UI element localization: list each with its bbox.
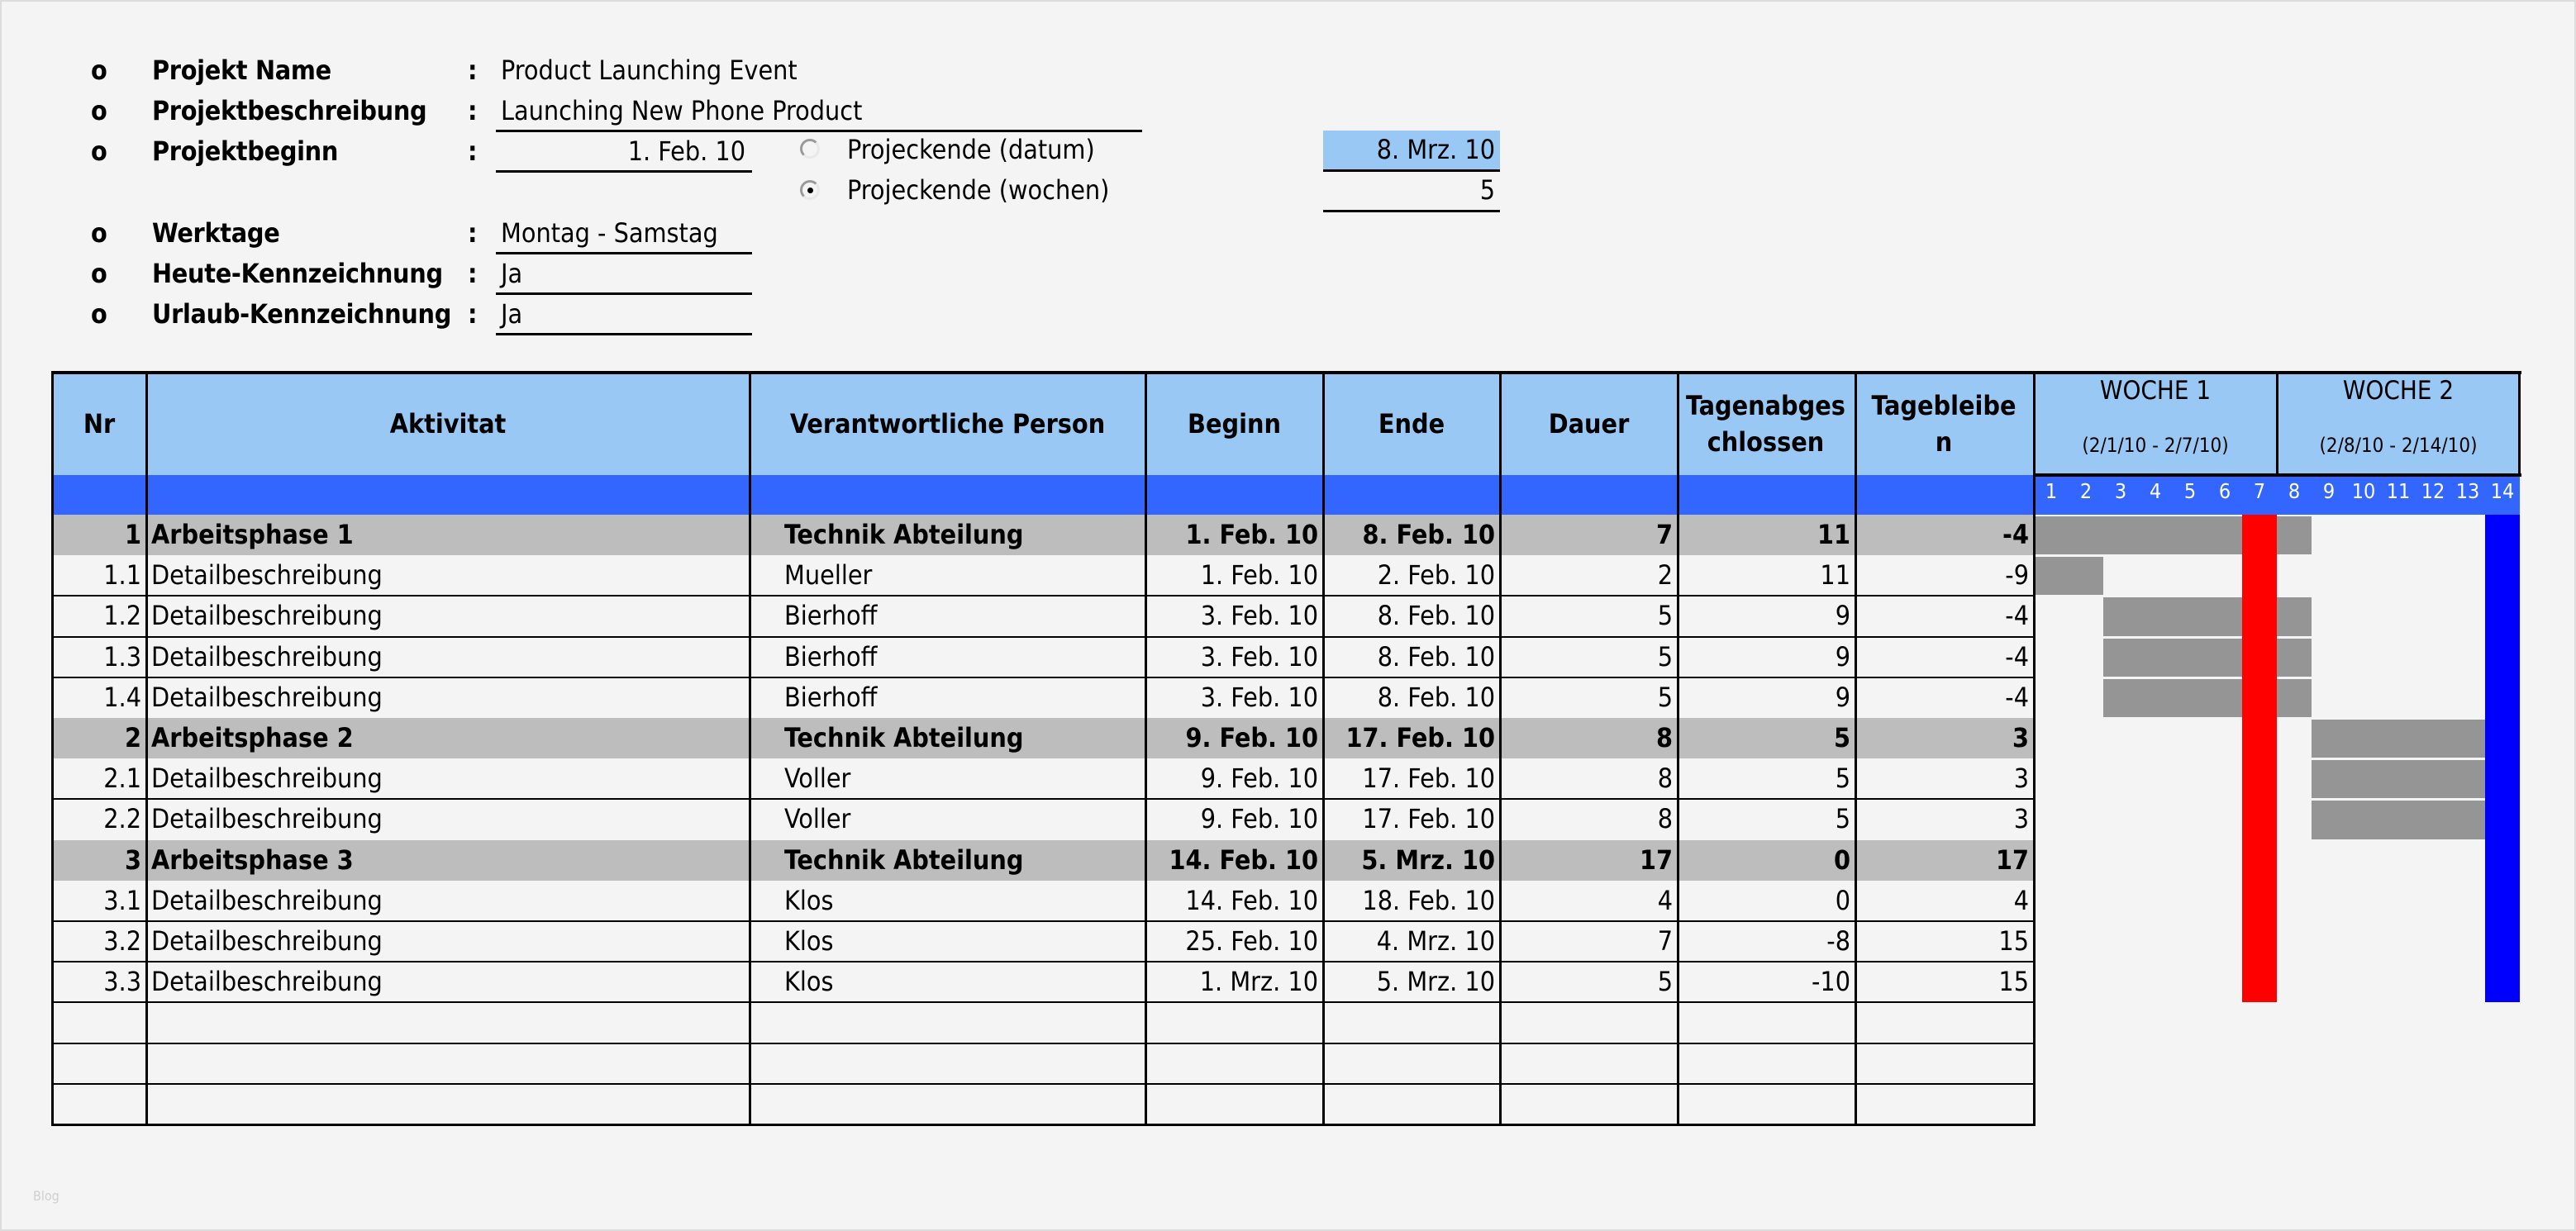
cell-days-remaining[interactable]: 3 <box>2013 763 2029 795</box>
cell-nr[interactable]: 3 <box>124 844 141 876</box>
cell-end[interactable]: 18. Feb. 10 <box>1362 884 1495 916</box>
col-header-duration[interactable]: Dauer <box>1548 408 1630 440</box>
value-project-start[interactable]: 1. Feb. 10 <box>627 135 745 167</box>
colon-project-start: : <box>468 135 478 167</box>
label-vacation-marking: Urlaub-Kennzeichnung <box>152 298 452 330</box>
cell-activity[interactable]: Detailbeschreibung <box>151 681 383 713</box>
cell-days-done[interactable]: 11 <box>1817 519 1850 550</box>
colon-today-marking: : <box>468 258 478 289</box>
underline-project-description <box>496 130 1142 132</box>
cell-end[interactable]: 8. Feb. 10 <box>1377 600 1495 632</box>
gantt-day-3: 3 <box>2114 479 2127 503</box>
cell-duration[interactable]: 8 <box>1655 722 1673 753</box>
cell-activity[interactable]: Detailbeschreibung <box>151 884 383 916</box>
week-1-title: WOCHE 1 <box>2099 376 2212 406</box>
column-divider <box>2033 371 2036 1126</box>
table-top-border <box>52 371 2521 374</box>
cell-person[interactable]: Voller <box>784 763 851 795</box>
cell-start[interactable]: 14. Feb. 10 <box>1169 844 1318 876</box>
label-workdays: Werktage <box>152 217 280 249</box>
cell-duration[interactable]: 5 <box>1657 640 1673 673</box>
cell-activity[interactable]: Detailbeschreibung <box>151 559 383 592</box>
row-divider <box>52 595 2034 596</box>
vacation-marker <box>2485 515 2520 1002</box>
cell-duration[interactable] <box>1500 1084 1673 1124</box>
label-project-name: Projekt Name <box>152 55 331 86</box>
column-divider <box>1677 371 1679 1126</box>
gantt-bar[interactable] <box>2103 679 2312 717</box>
cell-nr[interactable] <box>52 1084 141 1124</box>
cell-days-done[interactable]: -10 <box>1811 966 1850 998</box>
cell-person[interactable] <box>784 1084 1144 1124</box>
cell-duration[interactable] <box>1500 1002 1673 1043</box>
cell-activity[interactable]: Arbeitsphase 1 <box>151 519 354 550</box>
phase-row[interactable] <box>52 718 2034 758</box>
bullet-project-start: o <box>91 135 107 167</box>
cell-activity[interactable]: Arbeitsphase 3 <box>151 844 354 876</box>
gantt-day-7: 7 <box>2253 479 2266 503</box>
bullet-project-name: o <box>91 55 107 86</box>
cell-end[interactable]: 2. Feb. 10 <box>1377 559 1495 592</box>
row-divider <box>52 1043 2034 1044</box>
underline-vacation-marking <box>496 333 752 335</box>
col-header-end[interactable]: Ende <box>1378 408 1445 440</box>
empty-row[interactable] <box>52 1043 2034 1084</box>
week-2-range: (2/8/10 - 2/14/10) <box>2319 434 2478 457</box>
gantt-day-6: 6 <box>2218 479 2231 503</box>
cell-person[interactable]: Bierhoff <box>784 640 878 673</box>
cell-end[interactable]: 8. Feb. 10 <box>1377 640 1495 673</box>
end-date-value[interactable]: 8. Mrz. 10 <box>1376 134 1495 165</box>
cell-person[interactable] <box>784 1043 1144 1084</box>
cell-days-done[interactable] <box>1678 1084 1850 1124</box>
cell-person[interactable]: Klos <box>784 925 834 957</box>
cell-end[interactable]: 5. Mrz. 10 <box>1376 966 1495 998</box>
cell-nr[interactable]: 2 <box>124 722 141 753</box>
cell-person[interactable]: Voller <box>784 803 851 835</box>
radio-selected-dot <box>807 188 813 193</box>
task-row[interactable] <box>52 921 2034 962</box>
today-marker <box>2242 515 2277 1002</box>
cell-start[interactable]: 9. Feb. 10 <box>1185 722 1318 753</box>
label-project-start: Projektbeginn <box>152 135 339 167</box>
table-bottom-border <box>52 1124 2034 1126</box>
cell-duration[interactable] <box>1500 1043 1673 1084</box>
cell-start[interactable]: 25. Feb. 10 <box>1185 925 1318 957</box>
cell-person[interactable]: Technik Abteilung <box>784 519 1024 550</box>
underline-workdays <box>496 252 752 254</box>
col-header-activity[interactable]: Aktivitat <box>389 408 507 440</box>
cell-person[interactable] <box>784 1002 1144 1043</box>
bullet-vacation-marking: o <box>91 298 107 330</box>
row-divider <box>52 1083 2034 1085</box>
value-today-marking[interactable]: Ja <box>501 258 523 289</box>
cell-end[interactable] <box>1323 1002 1495 1043</box>
cell-person[interactable]: Technik Abteilung <box>784 844 1024 876</box>
cell-start[interactable]: 3. Feb. 10 <box>1200 600 1318 632</box>
column-divider <box>145 371 148 1126</box>
cell-days-remaining[interactable] <box>1855 1002 2029 1043</box>
row-divider <box>52 920 2034 922</box>
cell-days-done[interactable]: 9 <box>1835 640 1850 673</box>
gantt-bar[interactable] <box>2312 760 2485 798</box>
cell-days-done[interactable]: -8 <box>1826 925 1850 957</box>
cell-days-done[interactable]: 5 <box>1835 763 1850 795</box>
colon-vacation-marking: : <box>468 298 478 330</box>
cell-start[interactable]: 1. Feb. 10 <box>1185 519 1318 550</box>
cell-person[interactable]: Klos <box>784 966 834 998</box>
empty-row[interactable] <box>52 1084 2034 1124</box>
row-divider <box>52 636 2034 638</box>
value-workdays[interactable]: Montag - Samstag <box>501 217 718 249</box>
cell-duration[interactable]: 8 <box>1657 763 1673 795</box>
cell-person[interactable]: Mueller <box>784 559 873 592</box>
col-header-start[interactable]: Beginn <box>1188 408 1281 440</box>
gantt-day-1: 1 <box>2045 479 2058 503</box>
underline-project-start <box>496 170 752 173</box>
cell-nr[interactable]: 2.2 <box>103 803 141 835</box>
bullet-today-marking: o <box>91 258 107 289</box>
cell-nr[interactable]: 1.4 <box>103 681 141 713</box>
cell-nr[interactable]: 1.1 <box>103 559 141 592</box>
gantt-day-8: 8 <box>2288 479 2301 503</box>
value-project-description[interactable]: Launching New Phone Product <box>501 95 863 126</box>
gantt-day-10: 10 <box>2351 479 2376 503</box>
cell-days-done[interactable]: 5 <box>1833 722 1850 753</box>
cell-days-remaining[interactable]: 15 <box>1998 925 2029 957</box>
cell-days-remaining[interactable]: 3 <box>2013 803 2029 835</box>
cell-days-done[interactable]: 9 <box>1835 600 1850 632</box>
cell-start[interactable]: 1. Mrz. 10 <box>1199 966 1318 998</box>
gantt-day-13: 13 <box>2455 479 2480 503</box>
end-weeks-underline <box>1323 210 1500 212</box>
cell-end[interactable]: 8. Feb. 10 <box>1377 681 1495 713</box>
cell-end[interactable]: 17. Feb. 10 <box>1362 803 1495 835</box>
cell-days-done[interactable]: 0 <box>1833 844 1850 876</box>
cell-nr[interactable]: 3.1 <box>103 884 141 916</box>
cell-days-remaining[interactable]: 15 <box>1998 966 2029 998</box>
cell-days-remaining[interactable]: -4 <box>2002 519 2029 550</box>
column-divider <box>1855 371 1857 1126</box>
cell-nr[interactable]: 3.3 <box>103 966 141 998</box>
gantt-bar[interactable] <box>2034 557 2103 595</box>
cell-days-remaining[interactable] <box>1855 1084 2029 1124</box>
gantt-day-9: 9 <box>2322 479 2336 503</box>
gantt-day-4: 4 <box>2149 479 2162 503</box>
cell-end[interactable] <box>1323 1084 1495 1124</box>
cell-start[interactable]: 3. Feb. 10 <box>1200 640 1318 673</box>
watermark: Blog <box>33 1188 60 1204</box>
cell-nr[interactable]: 3.2 <box>103 925 141 957</box>
end-weeks-value[interactable]: 5 <box>1479 174 1495 206</box>
cell-duration[interactable]: 2 <box>1657 559 1673 592</box>
cell-end[interactable]: 8. Feb. 10 <box>1362 519 1495 550</box>
task-row[interactable] <box>52 555 2034 596</box>
value-project-name[interactable]: Product Launching Event <box>501 55 798 86</box>
cell-person[interactable]: Technik Abteilung <box>784 722 1024 753</box>
cell-days-remaining[interactable]: 3 <box>2012 722 2029 753</box>
cell-duration[interactable]: 17 <box>1639 844 1673 876</box>
col-header-days-done[interactable]: Tagenabges chlossen <box>1686 390 1845 458</box>
cell-nr[interactable]: 1 <box>124 519 141 550</box>
cell-activity[interactable]: Detailbeschreibung <box>151 925 383 957</box>
row-divider <box>52 677 2034 678</box>
cell-end[interactable]: 17. Feb. 10 <box>1362 763 1495 795</box>
col-header-person[interactable]: Verantwortliche Person <box>789 408 1106 440</box>
task-row[interactable] <box>52 758 2034 799</box>
cell-start[interactable]: 14. Feb. 10 <box>1185 884 1318 916</box>
value-vacation-marking[interactable]: Ja <box>501 298 523 330</box>
cell-end[interactable]: 17. Feb. 10 <box>1345 722 1495 753</box>
cell-nr[interactable]: 2.1 <box>103 763 141 795</box>
cell-start[interactable]: 1. Feb. 10 <box>1200 559 1318 592</box>
cell-activity[interactable]: Detailbeschreibung <box>151 966 383 998</box>
gantt-day-14: 14 <box>2490 479 2515 503</box>
phase-row[interactable] <box>52 515 2034 555</box>
end-date-underline <box>1323 169 1500 172</box>
cell-activity[interactable]: Detailbeschreibung <box>151 640 383 673</box>
cell-duration[interactable]: 4 <box>1657 884 1673 916</box>
gantt-day-2: 2 <box>2079 479 2093 503</box>
col-header-nr[interactable]: Nr <box>83 408 116 440</box>
cell-start[interactable]: 9. Feb. 10 <box>1200 803 1318 835</box>
col-header-days-remaining[interactable]: Tagebleibe n <box>1871 390 2017 458</box>
cell-activity[interactable]: Detailbeschreibung <box>151 803 383 835</box>
cell-nr[interactable] <box>52 1002 141 1043</box>
radio-label-end-by-weeks: Projeckende (wochen) <box>847 174 1110 206</box>
row-divider <box>52 961 2034 962</box>
colon-project-description: : <box>468 95 478 126</box>
cell-days-remaining[interactable] <box>1855 1043 2029 1084</box>
column-divider <box>1145 371 1147 1126</box>
cell-duration[interactable]: 8 <box>1657 803 1673 835</box>
cell-days-remaining[interactable]: -4 <box>2005 681 2029 713</box>
cell-activity[interactable] <box>151 1043 748 1084</box>
column-divider <box>1322 371 1325 1126</box>
cell-start[interactable] <box>1145 1002 1318 1043</box>
column-divider <box>1499 371 1502 1126</box>
gantt-day-11: 11 <box>2386 479 2411 503</box>
radio-label-end-by-date: Projeckende (datum) <box>847 134 1095 165</box>
cell-days-remaining[interactable]: -9 <box>2005 559 2029 592</box>
cell-start[interactable]: 9. Feb. 10 <box>1200 763 1318 795</box>
cell-days-remaining[interactable]: -4 <box>2005 600 2029 632</box>
cell-days-done[interactable]: 5 <box>1835 803 1850 835</box>
week-1-range: (2/1/10 - 2/7/10) <box>2082 434 2229 457</box>
cell-activity[interactable] <box>151 1084 748 1124</box>
colon-workdays: : <box>468 217 478 249</box>
cell-activity[interactable]: Arbeitsphase 2 <box>151 722 354 753</box>
cell-nr[interactable]: 1.2 <box>103 600 141 632</box>
cell-duration[interactable]: 5 <box>1657 681 1673 713</box>
cell-start[interactable] <box>1145 1043 1318 1084</box>
week-2-title: WOCHE 2 <box>2342 376 2455 406</box>
cell-activity[interactable] <box>151 1002 748 1043</box>
row-divider <box>52 1001 2034 1003</box>
task-row[interactable] <box>52 677 2034 718</box>
cell-end[interactable] <box>1323 1043 1495 1084</box>
task-row[interactable] <box>52 637 2034 677</box>
cell-nr[interactable] <box>52 1043 141 1084</box>
bullet-workdays: o <box>91 217 107 249</box>
task-row[interactable] <box>52 881 2034 921</box>
gantt-bar[interactable] <box>2103 597 2312 635</box>
gantt-bar[interactable] <box>2312 801 2485 839</box>
cell-duration[interactable]: 7 <box>1655 519 1673 550</box>
cell-activity[interactable]: Detailbeschreibung <box>151 600 383 632</box>
gantt-day-5: 5 <box>2183 479 2197 503</box>
column-divider <box>51 371 54 1126</box>
cell-nr[interactable]: 1.3 <box>103 640 141 673</box>
gantt-bar[interactable] <box>2103 639 2312 677</box>
cell-person[interactable]: Klos <box>784 884 834 916</box>
label-today-marking: Heute-Kennzeichnung <box>152 258 443 289</box>
cell-person[interactable]: Bierhoff <box>784 600 878 632</box>
gantt-right-border <box>2518 371 2521 475</box>
label-project-description: Projektbeschreibung <box>152 95 427 126</box>
cell-duration[interactable]: 5 <box>1657 966 1673 998</box>
cell-start[interactable]: 3. Feb. 10 <box>1200 681 1318 713</box>
cell-days-done[interactable] <box>1678 1043 1850 1084</box>
phase-row[interactable] <box>52 840 2034 881</box>
week-divider <box>2276 371 2278 475</box>
cell-days-remaining[interactable]: 4 <box>2013 884 2029 916</box>
cell-end[interactable]: 4. Mrz. 10 <box>1376 925 1495 957</box>
radio-end-by-weeks[interactable] <box>800 180 820 200</box>
radio-end-by-date[interactable] <box>800 139 820 159</box>
empty-row[interactable] <box>52 1002 2034 1043</box>
cell-duration[interactable]: 5 <box>1657 600 1673 632</box>
gantt-day-12: 12 <box>2421 479 2445 503</box>
column-divider <box>749 371 751 1126</box>
task-row[interactable] <box>52 962 2034 1002</box>
bullet-project-description: o <box>91 95 107 126</box>
row-divider <box>52 798 2034 800</box>
gantt-bar[interactable] <box>2312 720 2485 758</box>
cell-end[interactable]: 5. Mrz. 10 <box>1361 844 1495 876</box>
cell-duration[interactable]: 7 <box>1657 925 1673 957</box>
cell-days-done[interactable]: 11 <box>1820 559 1850 592</box>
cell-start[interactable] <box>1145 1084 1318 1124</box>
underline-today-marking <box>496 292 752 295</box>
cell-days-remaining[interactable]: -4 <box>2005 640 2029 673</box>
cell-activity[interactable]: Detailbeschreibung <box>151 763 383 795</box>
task-row[interactable] <box>52 799 2034 839</box>
cell-days-done[interactable] <box>1678 1002 1850 1043</box>
cell-days-done[interactable]: 0 <box>1835 884 1850 916</box>
cell-person[interactable]: Bierhoff <box>784 681 878 713</box>
task-row[interactable] <box>52 596 2034 636</box>
cell-days-remaining[interactable]: 17 <box>1995 844 2029 876</box>
colon-project-name: : <box>468 55 478 86</box>
cell-days-done[interactable]: 9 <box>1835 681 1850 713</box>
